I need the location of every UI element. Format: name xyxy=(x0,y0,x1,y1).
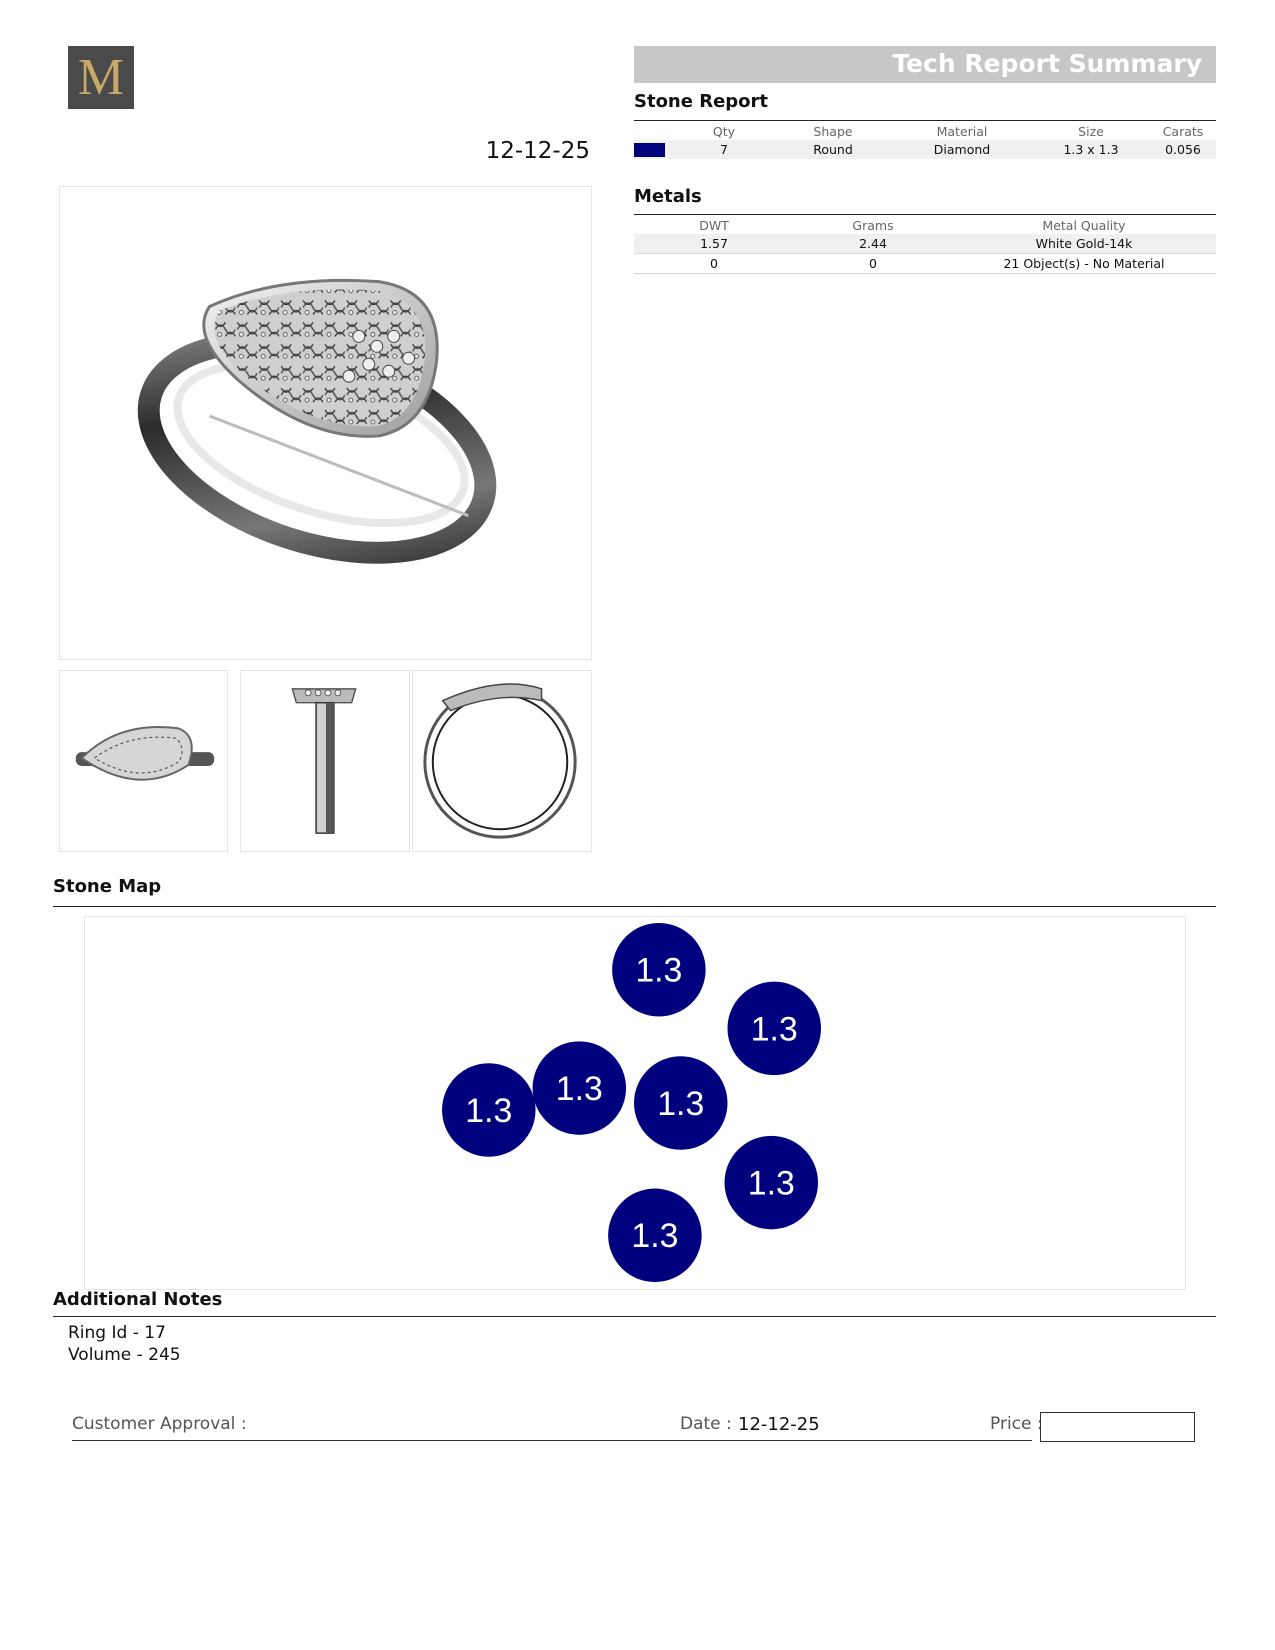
logo-letter: M xyxy=(77,48,125,106)
stone-size-label: 1.3 xyxy=(635,951,683,990)
ring-side-image xyxy=(60,671,227,851)
stone-size-label: 1.3 xyxy=(747,1164,795,1203)
metals-rule xyxy=(634,214,1216,215)
metals-table xyxy=(634,216,1216,274)
col-carats: Carats xyxy=(1162,123,1204,139)
stone-map xyxy=(84,916,1186,1290)
ring-top-thumbnail[interactable] xyxy=(412,670,592,852)
approval-date-value: 12-12-25 xyxy=(738,1414,820,1435)
metals-header-row xyxy=(634,216,1216,234)
price-label: Price : xyxy=(990,1414,1043,1434)
ring-side-thumbnail[interactable] xyxy=(59,670,228,852)
col-metal-quality: Metal Quality xyxy=(1042,217,1126,233)
stone-material: Diamond xyxy=(892,140,1032,159)
metal-quality: White Gold-14k xyxy=(952,234,1216,254)
report-date: 12-12-25 xyxy=(485,138,590,164)
table-row xyxy=(634,140,1216,159)
ring-front-image xyxy=(241,671,409,851)
col-qty: Qty xyxy=(712,123,736,139)
metal-dwt: 1.57 xyxy=(634,234,794,254)
company-logo xyxy=(68,46,134,109)
stone-map-heading: Stone Map xyxy=(53,876,162,897)
approval-date-label: Date : xyxy=(680,1414,732,1434)
ring-top-image xyxy=(413,671,591,851)
col-shape: Shape xyxy=(813,123,853,139)
stone-size-label: 1.3 xyxy=(631,1217,679,1256)
stone-color-swatch xyxy=(634,143,665,157)
metal-grams: 2.44 xyxy=(794,234,952,254)
col-dwt: DWT xyxy=(699,217,729,233)
approval-signature-line xyxy=(72,1440,1032,1441)
note-line: Volume - 245 xyxy=(68,1345,181,1365)
stone-report-table xyxy=(634,122,1216,159)
stone-report-rule xyxy=(634,120,1216,121)
metal-dwt: 0 xyxy=(634,254,794,274)
stone-size: 1.3 x 1.3 xyxy=(1032,140,1150,159)
note-line: Ring Id - 17 xyxy=(68,1323,166,1343)
stone-shape: Round xyxy=(774,140,892,159)
stone-size-label: 1.3 xyxy=(465,1091,513,1130)
stone-carats: 0.056 xyxy=(1150,140,1216,159)
stone-report-header-row xyxy=(634,122,1216,140)
report-title: Tech Report Summary xyxy=(892,49,1202,78)
report-title-bar xyxy=(634,46,1216,83)
stone-size-label: 1.3 xyxy=(657,1084,705,1123)
col-grams: Grams xyxy=(852,217,894,233)
ring-perspective-image xyxy=(60,187,591,659)
metals-heading: Metals xyxy=(634,186,702,207)
col-size: Size xyxy=(1078,123,1104,139)
stone-report-heading: Stone Report xyxy=(634,91,769,112)
notes-body xyxy=(68,1322,181,1366)
ring-main-render xyxy=(59,186,592,660)
price-field[interactable] xyxy=(1040,1412,1195,1442)
stone-map-canvas xyxy=(85,917,1185,1289)
notes-heading: Additional Notes xyxy=(53,1289,223,1310)
stone-qty: 7 xyxy=(674,140,774,159)
customer-approval-label: Customer Approval : xyxy=(72,1414,247,1434)
ring-front-thumbnail[interactable] xyxy=(240,670,410,852)
notes-rule xyxy=(53,1316,1216,1317)
metal-quality: 21 Object(s) - No Material xyxy=(952,254,1216,274)
stone-size-label: 1.3 xyxy=(750,1010,798,1049)
col-material: Material xyxy=(936,123,988,139)
stone-map-rule xyxy=(53,906,1216,907)
table-row xyxy=(634,254,1216,274)
table-row xyxy=(634,234,1216,254)
stone-size-label: 1.3 xyxy=(555,1070,603,1109)
metal-grams: 0 xyxy=(794,254,952,274)
